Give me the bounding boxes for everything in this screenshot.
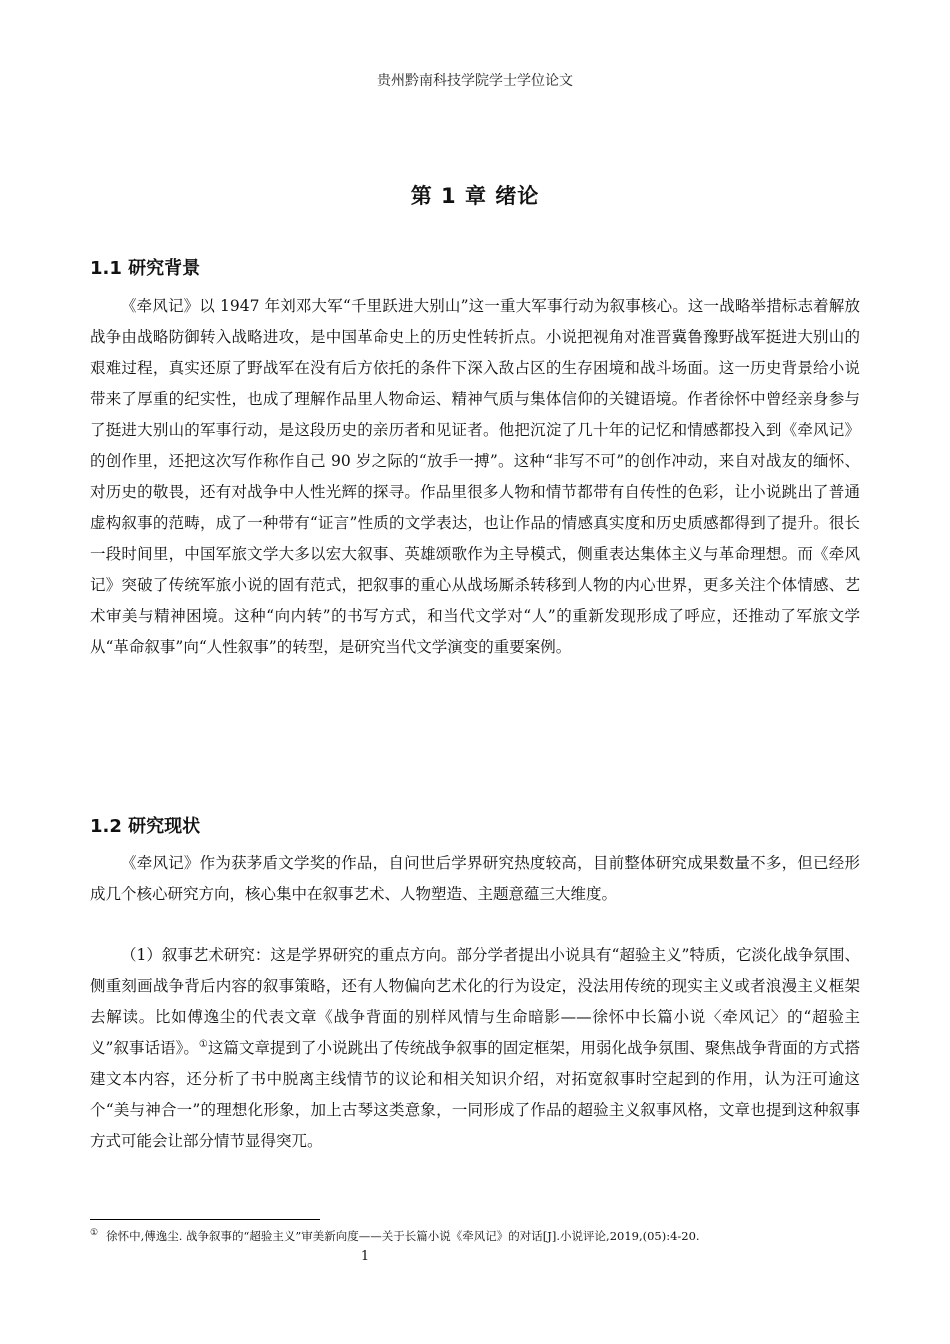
paragraph-research-background: 《牵风记》以 1947 年刘邓大军“千里跃进大别山”这一重大军事行动为叙事核心。这一战略举措标志着解放战争由战略防御转入战略进攻，是中国革命史上的历史性转折点。小说把视角对准晋冀鲁豫野战军挺进大别山的艰难过程，真实还原了野战军在没有后方依托的条件下深入敌占区的生存困境和战斗场面。这一历史背景给小说带来了厚重的纪实性，也成了理解作品里人物命运、精神气质与集体信仰的关键语境。作者徐怀中曾经亲身参与了挺进大别山的军事行动，是这段历史的亲历者和见证者。他把沉淀了几十年的记忆和情感都投入到《牵风记》的创作里，还把这次写作称作自己 90 岁之际的“放手一搏”。这种“非写不可”的创作冲动，来自对战友的缅怀、对历史的敬畏，还有对战争中人性光辉的探寻。作品里很多人物和情节都带有自传性的色彩，让小说跳出了普通虚构叙事的范畴，成了一种带有“证言”性质的文学表达，也让作品的情感真实度和历史质感都得到了提升。很长一段时间里，中国军旅文学大多以宏大叙事、英雄颂歌作为主导模式，侧重表达集体主义与革命理想。而《牵风记》突破了传统军旅小说的固有范式，把叙事的重心从战场厮杀转移到人物的内心世界，更多关注个体情感、艺术审美与精神困境。这种“向内转”的书写方式，和当代文学对“人”的重新发现形成了呼应，还推动了军旅文学从“革命叙事”向“人性叙事”的转型，是研究当代文学演变的重要案例。: [90, 297, 860, 656]
footnote-text: 徐怀中,傅逸尘. 战争叙事的“超验主义”审美新向度——关于长篇小说《牵风记》的对话[J].小说评论,2019,(05):4-20.: [106, 1229, 700, 1243]
footnote-separator: [90, 1219, 320, 1220]
section-heading-research-status: 1.2 研究现状: [90, 816, 201, 837]
chapter-title: 第 1 章 绪论: [410, 184, 540, 208]
paragraph-narrative-art-part2: 这篇文章提到了小说跳出了传统战争叙事的固定框架，用弱化战争氛围、聚焦战争背面的方式搭建文本内容，还分析了书中脱离主线情节的议论和相关知识介绍，对拓宽叙事时空起到的作用，认为汪可逾这个“美与神合一”的理想化形象，加上古琴这类意象，一同形成了作品的超验主义叙事风格，文章也提到这种叙事方式可能会让部分情节显得突兀。: [90, 1039, 860, 1150]
section-heading-research-background: 1.1 研究背景: [90, 258, 201, 279]
footnote-mark: ①: [90, 1228, 99, 1239]
paragraph-research-status-intro: 《牵风记》作为获茅盾文学奖的作品，自问世后学界研究热度较高，目前整体研究成果数量不多，但已经形成几个核心研究方向，核心集中在叙事艺术、人物塑造、主题意蕴三大维度。: [90, 854, 860, 903]
footnote: [90, 1227, 880, 1245]
page-number: 1: [360, 1249, 370, 1264]
running-header: 贵州黔南科技学院学士学位论文: [377, 73, 573, 89]
footnote-reference-mark[interactable]: ①: [198, 1038, 208, 1050]
paragraph-narrative-art-part1: （1）叙事艺术研究：这是学界研究的重点方向。部分学者提出小说具有“超验主义”特质，它淡化战争氛围、侧重刻画战争背后内容的叙事策略，还有人物偏向艺术化的行为设定，没法用传统的现实主义或者浪漫主义框架去解读。比如傅逸尘的代表文章《战争背面的别样风情与生命暗影——徐怀中长篇小说〈牵风记〉的“超验主义”叙事话语》。: [90, 946, 860, 1057]
paragraph-narrative-art-study: [90, 940, 860, 1157]
